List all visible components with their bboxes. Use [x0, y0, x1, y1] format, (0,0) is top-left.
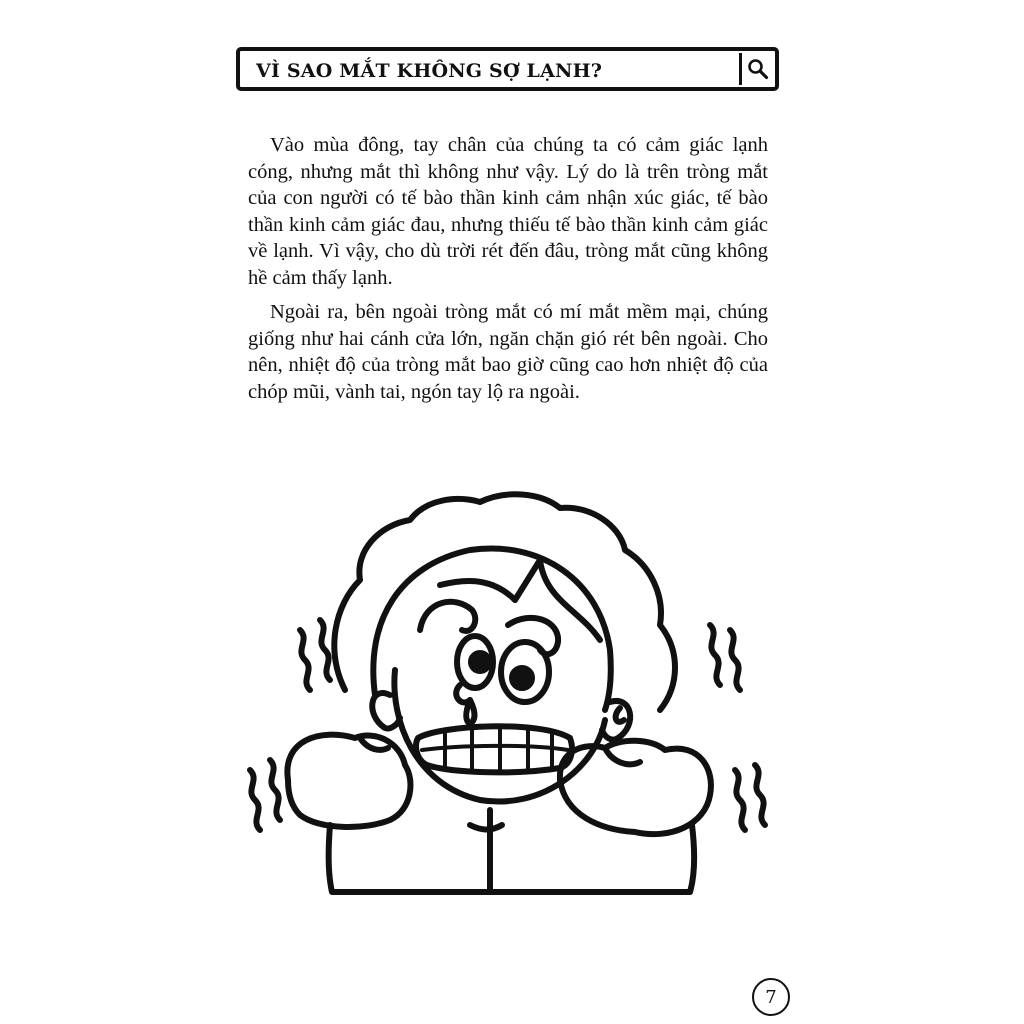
hood-inner [373, 548, 610, 710]
page-number: 7 [752, 978, 790, 1016]
shiver-lines-right [710, 625, 740, 690]
paragraph-1: Vào mùa đông, tay chân của chúng ta có cảm giác lạnh cóng, nhưng mắt thì không như vậy. Lý do là trên tròng mắt của con người có tế bào thần kinh cảm nhận xúc giác, tế bào thần kinh cảm giác đau, nhưng thiếu tế bào thần kinh cảm giác về lạnh. Vì vậy, cho dù trời rét đến đâu, tròng mắt cũng không hề cảm thấy lạnh. [248, 134, 768, 289]
pupil-right [512, 668, 532, 688]
paragraph-2: Ngoài ra, bên ngoài tròng mắt có mí mắt mềm mại, chúng giống như hai cánh cửa lớn, ngăn chặn gió rét bên ngoài. Cho nên, nhiệt độ của tròng mắt bao giờ cũng cao hơn nhiệt độ của chóp mũi, vành tai, ngón tay lộ ra ngoài. [248, 301, 768, 403]
search-button[interactable] [739, 53, 773, 85]
pupil-left [471, 653, 489, 671]
eyebrow-left [420, 602, 475, 631]
mitten-right [560, 741, 711, 834]
search-icon [746, 57, 770, 81]
title-bar [236, 47, 779, 91]
shiver-lines-left [300, 620, 330, 690]
eyebrow-right [508, 618, 558, 654]
cold-boy-illustration [240, 480, 780, 910]
hood-fur [334, 494, 675, 710]
article-body [248, 132, 768, 413]
page-title: VÌ SAO MẮT KHÔNG SỢ LẠNH? [256, 60, 603, 82]
mitten-left [287, 735, 410, 827]
